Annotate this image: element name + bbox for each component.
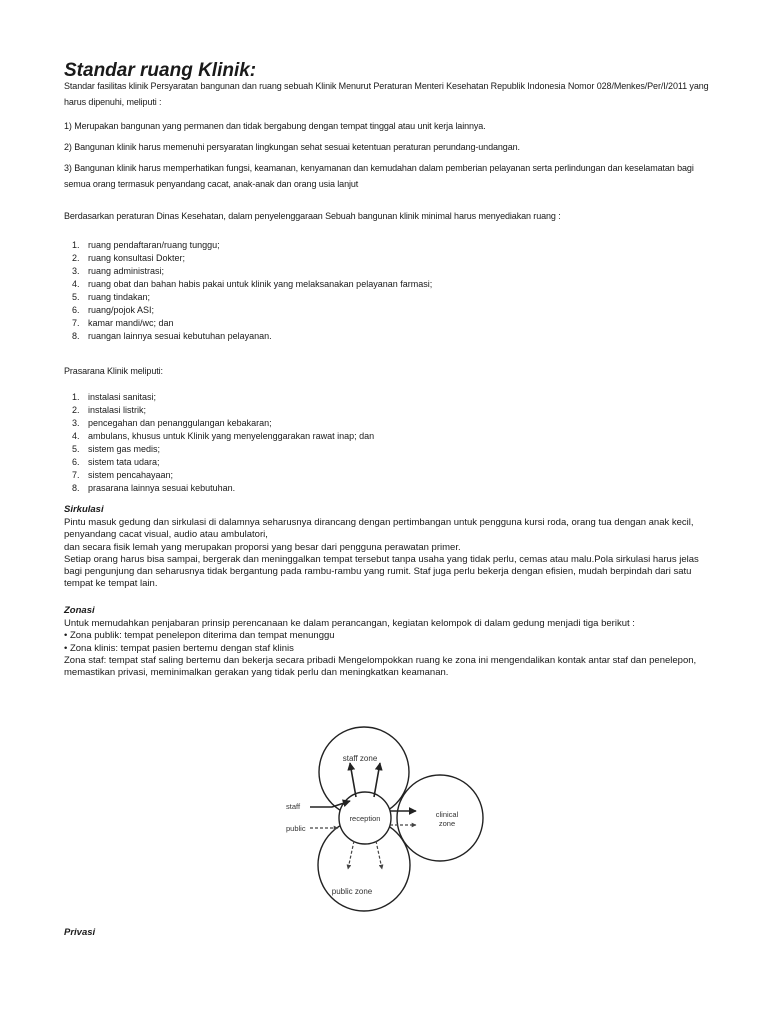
requirement-3: 3) Bangunan klinik harus memperhatikan fungsi, keamanan, kenyamanan dan kemudahan dalam pemberian pelayanan serta perlindungan dan keselamatan bagi semua orang termasuk penyandang cacat, anak-anak dan orang usia lanjut — [64, 163, 694, 189]
requirement-2: 2) Bangunan klinik harus memenuhi persyaratan lingkungan sehat sesuai ketentuan peraturan perundang-undangan. — [64, 142, 520, 152]
list-item: 8. ruangan lainnya sesuai kebutuhan pelayanan. — [72, 331, 272, 341]
ruang-intro: Berdasarkan peraturan Dinas Kesehatan, dalam penyelenggaraan Sebuah bangunan klinik minimal harus menyediakan ruang : — [64, 211, 561, 221]
zonasi-body — [64, 618, 714, 679]
zonasi-paragraph: • Zona publik: tempat penelepon diterima dan tempat menunggu — [64, 630, 335, 642]
list-item: 7. sistem pencahayaan; — [72, 470, 174, 480]
list-item: 4. ruang obat dan bahan habis pakai untuk klinik yang melaksanakan pelayanan farmasi; — [72, 279, 433, 289]
list-item: 5. ruang tindakan; — [72, 292, 151, 302]
staff-zone-label: staff zone — [342, 754, 378, 763]
prasarana-intro: Prasarana Klinik meliputi: — [64, 366, 163, 376]
zoning-diagram — [268, 715, 498, 920]
zonasi-paragraph: • Zona klinis: tempat pasien bertemu dengan staf klinis — [64, 642, 294, 654]
list-item: 1. ruang pendaftaran/ruang tunggu; — [72, 240, 220, 250]
intro-paragraph: Standar fasilitas klinik Persyaratan bangunan dan ruang sebuah Klinik Menurut Peraturan Menteri Kesehatan Republik Indonesia Nomor 028/Menkes/Per/I/2011 yang harus dipenuhi, meliputi : — [64, 81, 709, 107]
public-to-publiczone-arrow — [376, 841, 382, 869]
zonasi-paragraph: Untuk memudahkan penjabaran prinsip perencanaan ke dalam perancangan, kegiatan kelompok di dalam gedung menjadi tiga berikut : — [64, 618, 635, 629]
list-item: 3. ruang administrasi; — [72, 266, 165, 276]
ruang-list — [64, 239, 704, 343]
public-to-publiczone-arrow — [348, 841, 354, 869]
zonasi-heading: Zonasi — [64, 605, 95, 616]
sirkulasi-heading: Sirkulasi — [64, 504, 104, 515]
reception-label: reception — [349, 814, 381, 823]
staff-to-staffzone-arrow — [374, 763, 380, 797]
sirkulasi-paragraph: Setiap orang harus bisa sampai, bergerak dan meninggalkan tempat tersebut tanpa usaha yang tidak perlu, cemas atau malu.Pola sirkulasi harus jelas bagi pengunjung dan seharusnya tidak bergantung pada rambu-rambu yang rumit. Staf juga perlu bekerja dengan efisien, mudah berpindah dari satu tempat ke tempat lain. — [64, 553, 699, 590]
list-item: 3. pencegahan dan penanggulangan kebakaran; — [72, 418, 272, 428]
public-zone-label: public zone — [331, 887, 373, 896]
list-item: 8. prasarana lainnya sesuai kebutuhan. — [72, 483, 236, 493]
public-label: public — [286, 824, 306, 833]
list-item: 1. instalasi sanitasi; — [72, 392, 157, 402]
sirkulasi-paragraph: Pintu masuk gedung dan sirkulasi di dalamnya seharusnya dirancang dengan pertimbangan untuk pengguna kursi roda, orang tua dengan anak kecil, penyandang cacat visual, audio atau ambulatori, — [64, 517, 694, 541]
list-item: 6. sistem tata udara; — [72, 457, 160, 467]
clinical-zone-label: zone — [438, 819, 456, 828]
list-item: 7. kamar mandi/wc; dan — [72, 318, 174, 328]
prasarana-list — [64, 391, 704, 495]
sirkulasi-paragraph: dan secara fisik lemah yang merupakan proporsi yang besar dari pengguna perawatan primer. — [64, 541, 461, 553]
page-title: Standar ruang Klinik: — [64, 60, 257, 81]
clinical-zone-label: clinical — [435, 810, 459, 819]
list-item: 2. instalasi listrik; — [72, 405, 147, 415]
requirement-1: 1) Merupakan bangunan yang permanen dan tidak bergabung dengan tempat tinggal atau unit kerja lainnya. — [64, 121, 486, 131]
staff-label: staff — [286, 802, 301, 811]
staff-to-staffzone-arrow — [350, 763, 356, 797]
list-item: 6. ruang/pojok ASI; — [72, 305, 155, 315]
zonasi-paragraph: Zona staf: tempat staf saling bertemu dan bekerja secara pribadi Mengelompokkan ruang ke zona ini mengendalikan kontak antar staf dan penelepon, memastikan privasi, meminimalkan gerakan yang tidak perlu dan meningkatkan keamanan. — [64, 654, 697, 679]
list-item: 4. ambulans, khusus untuk Klinik yang menyelenggarakan rawat inap; dan — [72, 431, 375, 441]
list-item: 2. ruang konsultasi Dokter; — [72, 253, 186, 263]
privasi-heading: Privasi — [64, 927, 96, 938]
list-item: 5. sistem gas medis; — [72, 444, 161, 454]
sirkulasi-body — [64, 517, 714, 591]
